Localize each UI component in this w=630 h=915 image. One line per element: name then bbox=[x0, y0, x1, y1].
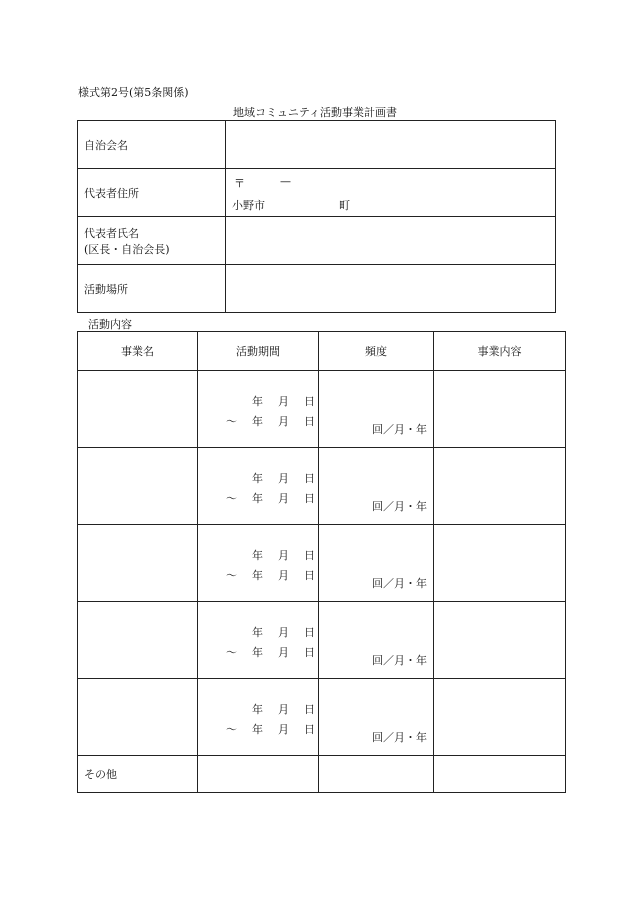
period-field[interactable] bbox=[198, 602, 319, 679]
period-field[interactable] bbox=[198, 525, 319, 602]
start-month-label: 月 bbox=[278, 703, 289, 716]
town-suffix: 町 bbox=[339, 199, 350, 212]
start-day-label: 日 bbox=[304, 472, 315, 485]
activity-table bbox=[77, 331, 566, 793]
start-year-label: 年 bbox=[252, 703, 263, 716]
period-tilde: 〜 bbox=[226, 415, 237, 428]
end-month-label: 月 bbox=[278, 646, 289, 659]
rep-name-label-line1: 代表者氏名 bbox=[84, 226, 139, 240]
start-year-label: 年 bbox=[252, 626, 263, 639]
start-month-label: 月 bbox=[278, 472, 289, 485]
rep-name-label bbox=[78, 217, 226, 265]
other-label: その他 bbox=[78, 756, 198, 793]
location-field[interactable] bbox=[226, 265, 556, 313]
period-tilde: 〜 bbox=[226, 723, 237, 736]
end-year-label: 年 bbox=[252, 646, 263, 659]
end-day-label: 日 bbox=[304, 646, 315, 659]
start-year-label: 年 bbox=[252, 395, 263, 408]
address-field[interactable] bbox=[226, 169, 556, 217]
project-name-field[interactable] bbox=[78, 602, 198, 679]
postal-mark: 〒 bbox=[234, 177, 245, 190]
city-name: 小野市 bbox=[232, 199, 265, 212]
frequency-unit: 回／月・年 bbox=[372, 577, 427, 590]
end-day-label: 日 bbox=[304, 492, 315, 505]
start-day-label: 日 bbox=[304, 549, 315, 562]
project-name-field[interactable] bbox=[78, 525, 198, 602]
other-field-content[interactable] bbox=[434, 756, 566, 793]
organization-info-table bbox=[77, 120, 556, 313]
project-name-field[interactable] bbox=[78, 371, 198, 448]
period-field[interactable] bbox=[198, 371, 319, 448]
rep-name-row bbox=[78, 217, 556, 265]
location-row bbox=[78, 265, 556, 313]
period-tilde: 〜 bbox=[226, 569, 237, 582]
frequency-field[interactable] bbox=[319, 679, 434, 756]
period-field[interactable] bbox=[198, 679, 319, 756]
header-content: 事業内容 bbox=[434, 332, 566, 371]
end-year-label: 年 bbox=[252, 415, 263, 428]
end-day-label: 日 bbox=[304, 723, 315, 736]
content-field[interactable] bbox=[434, 602, 566, 679]
activity-header-row bbox=[78, 332, 566, 371]
project-name-field[interactable] bbox=[78, 679, 198, 756]
org-name-label: 自治会名 bbox=[78, 121, 226, 169]
period-tilde: 〜 bbox=[226, 492, 237, 505]
other-row bbox=[78, 756, 566, 793]
end-month-label: 月 bbox=[278, 723, 289, 736]
start-month-label: 月 bbox=[278, 626, 289, 639]
start-day-label: 日 bbox=[304, 626, 315, 639]
activity-section-label: 活動内容 bbox=[88, 318, 132, 331]
content-field[interactable] bbox=[434, 525, 566, 602]
start-year-label: 年 bbox=[252, 472, 263, 485]
end-day-label: 日 bbox=[304, 415, 315, 428]
end-year-label: 年 bbox=[252, 569, 263, 582]
activity-row bbox=[78, 525, 566, 602]
other-field-frequency[interactable] bbox=[319, 756, 434, 793]
frequency-unit: 回／月・年 bbox=[372, 500, 427, 513]
postal-dash: — bbox=[280, 175, 291, 188]
form-number: 様式第2号(第5条関係) bbox=[78, 86, 189, 99]
rep-name-field[interactable] bbox=[226, 217, 556, 265]
frequency-unit: 回／月・年 bbox=[372, 654, 427, 667]
rep-name-label-line2: (区長・自治会長) bbox=[84, 242, 170, 256]
start-day-label: 日 bbox=[304, 395, 315, 408]
start-month-label: 月 bbox=[278, 395, 289, 408]
end-year-label: 年 bbox=[252, 492, 263, 505]
end-year-label: 年 bbox=[252, 723, 263, 736]
start-month-label: 月 bbox=[278, 549, 289, 562]
end-month-label: 月 bbox=[278, 569, 289, 582]
org-name-field[interactable] bbox=[226, 121, 556, 169]
address-label: 代表者住所 bbox=[78, 169, 226, 217]
location-label: 活動場所 bbox=[78, 265, 226, 313]
activity-row bbox=[78, 448, 566, 525]
frequency-field[interactable] bbox=[319, 602, 434, 679]
activity-row bbox=[78, 371, 566, 448]
other-field-period[interactable] bbox=[198, 756, 319, 793]
header-project-name: 事業名 bbox=[78, 332, 198, 371]
address-row bbox=[78, 169, 556, 217]
start-year-label: 年 bbox=[252, 549, 263, 562]
header-period: 活動期間 bbox=[198, 332, 319, 371]
period-tilde: 〜 bbox=[226, 646, 237, 659]
frequency-unit: 回／月・年 bbox=[372, 731, 427, 744]
activity-row bbox=[78, 679, 566, 756]
org-name-row bbox=[78, 121, 556, 169]
frequency-field[interactable] bbox=[319, 525, 434, 602]
project-name-field[interactable] bbox=[78, 448, 198, 525]
start-day-label: 日 bbox=[304, 703, 315, 716]
content-field[interactable] bbox=[434, 448, 566, 525]
document-title: 地域コミュニティ活動事業計画書 bbox=[233, 106, 397, 119]
frequency-field[interactable] bbox=[319, 448, 434, 525]
activity-row bbox=[78, 602, 566, 679]
end-month-label: 月 bbox=[278, 492, 289, 505]
header-frequency: 頻度 bbox=[319, 332, 434, 371]
frequency-field[interactable] bbox=[319, 371, 434, 448]
end-day-label: 日 bbox=[304, 569, 315, 582]
period-field[interactable] bbox=[198, 448, 319, 525]
end-month-label: 月 bbox=[278, 415, 289, 428]
content-field[interactable] bbox=[434, 371, 566, 448]
frequency-unit: 回／月・年 bbox=[372, 423, 427, 436]
content-field[interactable] bbox=[434, 679, 566, 756]
